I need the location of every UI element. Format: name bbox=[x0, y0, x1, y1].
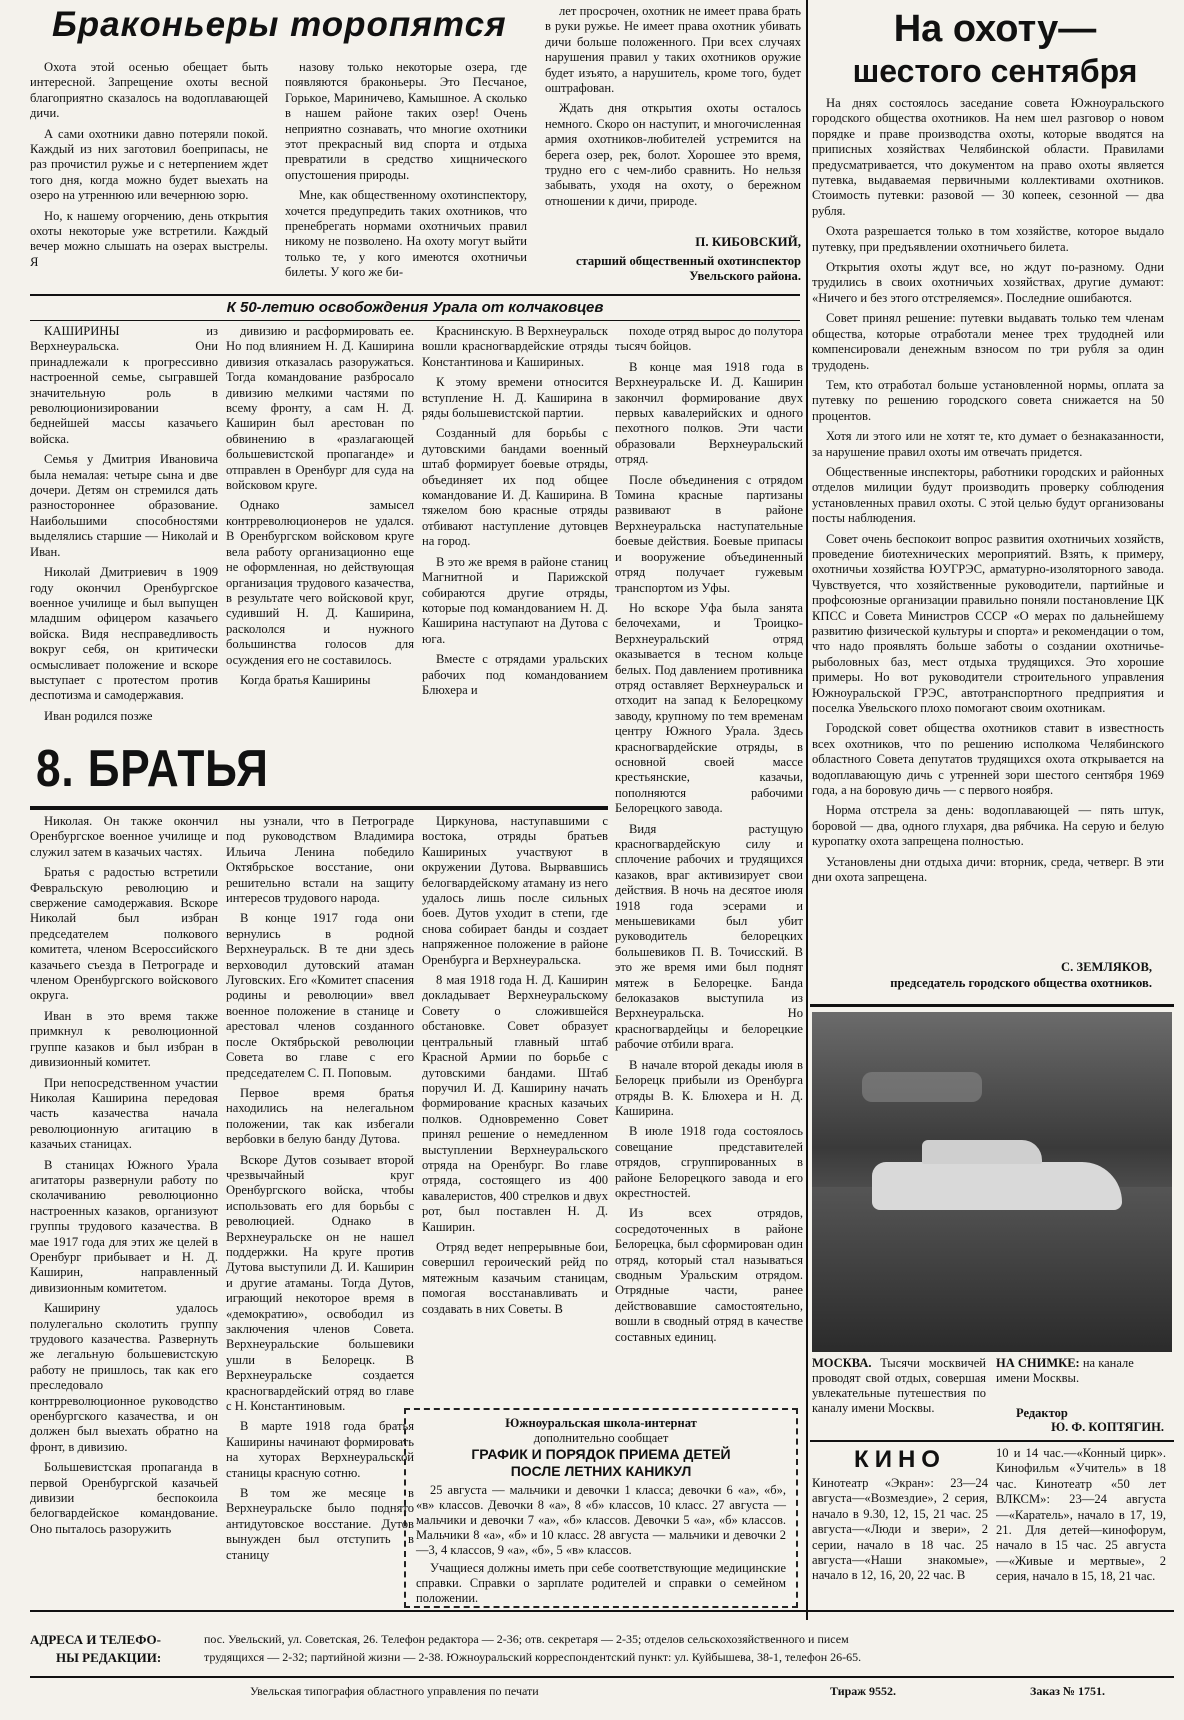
banner-rule-bottom bbox=[30, 320, 800, 321]
poachers-col-3 bbox=[545, 4, 801, 232]
paragraph: Мне, как общественному охотинспектору, хочется предупредить таких охотников, что пренебрегать нормами охотничьих правил никому не позволено. На охоту могут выйти только те, у кого имеются охотничьи билеты. У кого же би- bbox=[285, 188, 527, 280]
paragraph: лет просрочен, охотник не имеет права брать в руки ружье. Не имеет права охотник убивать дичи больше положенного. При всех случаях нарушения правил у таких охотников оружие будет изъято, а нарушитель, кроме того, будет оштрафован. bbox=[545, 4, 801, 96]
paragraph: КАШИРИНЫ из Верхнеуральска. Они принадлежали к прогрессивно настроенной семье, сыгравшей значительную роль в революционизировании беднейшей массы казачьего войска. bbox=[30, 324, 218, 446]
footer-label-2: НЫ РЕДАКЦИИ: bbox=[56, 1650, 162, 1665]
article-title-hunting-1: На охоту— bbox=[893, 8, 1097, 50]
kashirin-upper-col-2 bbox=[226, 324, 414, 734]
paragraph: А сами охотники давно потеряли покой. Каждый из них заготовил боеприпасы, не раз прочистил ружье и с нетерпением ждет того дня, когда можно будет выехать на озеро на утреннюю или вечернюю зорю. bbox=[30, 126, 268, 203]
boarding-body: 25 августа — мальчики и девочки 1 класса; девочки 6 «а», «б», «в» классов. Девочки 8 «а», 8 «б» классов, 10 класс. 27 августа — мальчики и девочки 7 «а», «б» классов. Девочки 5 «а», «б» классов. Мальчики 8 «а», «б» и 10 класс. 28 августа — мальчики и девочки 2—3, 4 классов, 9 «а», «б», 5 «в» классов. bbox=[416, 1483, 786, 1557]
caption-right-text: на канале имени Москвы. bbox=[996, 1356, 1134, 1385]
canal-photo bbox=[812, 1012, 1172, 1352]
editor-name: Ю. Ф. КОПТЯГИН. bbox=[1051, 1420, 1164, 1434]
paragraph: 8 мая 1918 года Н. Д. Каширин докладывает Верхнеуральскому Совету о сложившейся обстановке. Совет образует центральный главный штаб Красной Армии по борьбе с дутовскими бандами. Штаб поручил И. Д. Каширину начать формирование красных казачьих полков. Одновременно Совет принял решение о немедленном выступлении Верхнеуральского отряда на Оренбург. Во главе отряда, состоящего из 400 кавалеристов, 400 стрелков и двух рот, был поставлен Н. Д. Каширин. bbox=[422, 973, 608, 1234]
paragraph: Братья с радостью встретили Февральскую революцию и свержение самодержавия. Вскоре Николай был избран председателем полкового комитета, членом Всероссийского казачьего съезда в Петрограде и членом Оренбургского войскового округа. bbox=[30, 865, 218, 1003]
paragraph: Тем, кто отработал больше установленной нормы, оплата за путевку по решению городского совета снижается на 50 процентов. bbox=[812, 377, 1164, 423]
boarding-notice bbox=[404, 1408, 798, 1608]
hunting-body bbox=[812, 96, 1164, 936]
footer-order: Заказ № 1751. bbox=[1030, 1684, 1105, 1698]
paragraph: дивизию и расформировать ее. Но под влиянием Н. Д. Каширина дивизия отказалась разоружаться. Тогда командование разбросало дивизию мелкими частями по всему фронту, а сам Н. Д. Каширин был арестован по обвинению в «разлагающей большевистской пропаганде» и отправлен в Оренбург для суда на войсковом круге. bbox=[226, 324, 414, 493]
paragraph: Каширину удалось полулегально сколотить группу трудового казачества. Развернуть же легальную большевистскую работу не пришлось, так как его преследовало контрреволюционное руководство оренбургского казачества, и он должен был выехать обратно на фронт, в дивизию. bbox=[30, 1301, 218, 1454]
paragraph: Совет очень беспокоит вопрос развития охотничьих хозяйств, проведение биотехнических мероприятий. Взять, к примеру, охотничьи хозяйства ЮУГРЭС, арматурно-изоляторного завода. Чувствуется, что хозяйственные руководители, партийные и профсоюзные организации правильно поняли постановление ЦК КПСС и Совета Министров СССР «О мерах по дальнейшему развитию физической культуры и спорта» и рекомендации о том, что надо проявлять больше заботы о создании охотничье-рыболовных баз, мест отдыха трудящихся. Это хорошие примеры. Но вот руководители строительного управления Южноуральской ГРЭС, автотранспортного предприятия и поселка Увельского плохо помогают своим охотникам. bbox=[812, 531, 1164, 716]
paragraph: После объединения с отрядом Томина красные партизаны развивают в районе Верхнеуральска наступательные боевые действия. Боевые припасы и вооружение объединенный отряд получает гужевым транспортом из Уфы. bbox=[615, 472, 803, 595]
photo-water bbox=[812, 1187, 1172, 1352]
kino-right: 10 и 14 час.—«Конный цирк». Кинофильм «Учитель» в 18 час. Кинотеатр «50 лет ВЛКСМ»: 23—24 августа—«Каратель», начало в 17, 19, 21. Для детей—кинофорум, начало в 15 час. 25 августа—«Живые и мертвые», 2 серия, начало в 15, 18, 21 час. bbox=[996, 1446, 1166, 1584]
paragraph: Но, к нашему огорчению, день открытия охоты некоторые уже встретили. Каждый вечер можно слышать на озерах выстрелы. Я bbox=[30, 208, 268, 269]
paragraph: В конце мая 1918 года в Верхнеуральске И. Д. Каширин закончил формирование двух первых кавалерийских и одного пехотного полков. Эти части образовали Верхнеуральский отряд. bbox=[615, 359, 803, 467]
poachers-signature-role: старший общественный охотинспектор Увельского района. bbox=[575, 254, 801, 284]
kashirin-upper-col-3 bbox=[422, 324, 608, 734]
boarding-title-1: ГРАФИК И ПОРЯДОК ПРИЕМА ДЕТЕЙ bbox=[471, 1446, 731, 1462]
footer-line-1: пос. Увельский, ул. Советская, 26. Телефон редактора — 2-36; отв. секретаря — 2-35; отделов сельскохозяйственного и писем bbox=[204, 1632, 849, 1646]
kashirin-upper-col-1 bbox=[30, 324, 218, 734]
poachers-signature: П. КИБОВСКИЙ, bbox=[695, 234, 801, 249]
footer-rule-bottom bbox=[30, 1676, 1174, 1678]
footer-circulation: Тираж 9552. bbox=[830, 1684, 896, 1698]
paragraph: Видя растущую красногвардейскую силу и сплочение рабочих и трудящихся казаков, враг активизирует свои действия. В ночь на десятое июля 1918 года эсерами и меньшевиками был убит руководитель белорецких большевиков П. В. Точисский. В это же время ими был поднят мятеж в Белорецке. Банда белоказаков выступила из Верхнеуральска. Но красногвардейцы и белорецкие рабочие отбили врага. bbox=[615, 821, 803, 1052]
caption-right-bold: НА СНИМКЕ: bbox=[996, 1356, 1080, 1370]
kashirin-right-col bbox=[615, 324, 803, 1412]
kashirin-lower-col-1 bbox=[30, 814, 218, 1606]
paragraph: В том же месяце в Верхнеуральске было поднято антидутовское восстание. Дутов вынужден был отступить в станицу bbox=[226, 1486, 414, 1562]
hunting-signature-role: председатель городского общества охотников. bbox=[890, 976, 1152, 990]
paragraph: Охота разрешается только в том хозяйстве, которое выдало путевку, при предъявлении охотничьего билета. bbox=[812, 224, 1164, 254]
paragraph: Вскоре Дутов созывает второй чрезвычайный круг Оренбургского войска, чтобы использовать его для борьбы с революцией. Однако в Верхнеуральске он не нашел поддержки. На круге против Дутова выступили Д. И. Каширин и другие атаманы. Тогда Дутов, играющий некоторое время в «демократию», освободил из заключения членов Совета. Верхнеуральские большевики ушли в Белорецк. В Верхнеуральске создается красногвардейский отряд во главе с Н. Константиновым. bbox=[226, 1152, 414, 1414]
paragraph: Большевистская пропаганда в первой Оренбургской казачьей дивизии беспокоила белогвардейское командование. Оно пыталось разоружить bbox=[30, 1460, 218, 1536]
editor-label: Редактор bbox=[1016, 1406, 1068, 1420]
paragraph: Хотя ли этого или не хотят те, кто думает о безнаказанности, за нарушение правил охоты им отвечать придется. bbox=[812, 429, 1164, 459]
paragraph: Охота этой осенью обещает быть интересной. Запрещение охоты весной благоприятно сказалось на водоплавающей дичи. bbox=[30, 60, 268, 121]
footer-label-1: АДРЕСА И ТЕЛЕФО- bbox=[30, 1632, 161, 1647]
banner-text: К 50-летию освобождения Урала от колчаковцев bbox=[226, 299, 604, 316]
footer-rule-top bbox=[30, 1610, 1174, 1612]
kashirin-heading: 8. БРАТЬЯ bbox=[36, 740, 269, 798]
boarding-line2: дополнительно сообщает bbox=[533, 1431, 669, 1445]
paragraph: ны узнали, что в Петрограде под руководством Владимира Ильича Ленина победило Октябрьское восстание, они решительно встали на защиту интересов трудового народа. bbox=[226, 814, 414, 906]
paragraph: Однако замысел контрреволюционеров не удался. В Оренбургском войсковом круге вела работу организационно еще не оформленная, но действующая организация трудового казачества, в результате чего войсковой круг, судивший Н. Д. Каширина, раскололся и нужного большинства голосов для осуждения его не составилось. bbox=[226, 498, 414, 667]
hunting-signature: С. ЗЕМЛЯКОВ, bbox=[1061, 960, 1152, 974]
paragraph: Циркунова, наступавшими с востока, отряды братьев Кашириных участвуют в окружении Дутова. Вырвавшись белогвардейскому атаману из него удалось лишь после сильных боев. Дутов уходит в степи, где снова собирает банды и создает напряженное положение в районе Оренбурга и Верхнеуральска. bbox=[422, 814, 608, 967]
boarding-title-2: ПОСЛЕ ЛЕТНИХ КАНИКУЛ bbox=[510, 1463, 692, 1479]
kashirin-lower-col-3 bbox=[422, 814, 608, 1398]
paragraph: Иван в это время также примкнул к революционной группе казаков и был избран в дивизионный комитет. bbox=[30, 1008, 218, 1070]
boarding-line1: Южноуральская школа-интернат bbox=[505, 1416, 697, 1430]
photo-rule-top bbox=[810, 1004, 1174, 1007]
paragraph: Вместе с отрядами уральских рабочих под командованием Блюхера и bbox=[422, 652, 608, 697]
article-title-hunting-2: шестого сентября bbox=[852, 53, 1138, 89]
paragraph: Общественные инспекторы, работники городских и районных отделов милиции будут производить проверку соблюдения установленных правил охоты. С этой целью будут организованы посты наблюдения. bbox=[812, 464, 1164, 526]
photo-caption-right bbox=[996, 1356, 1164, 1396]
paragraph: назову только некоторые озера, где появляются браконьеры. Это Песчаное, Горькое, Мариничево, Камышное. А сколько в нашем районе таких озер! Очень неприятно сознавать, что многие охотники этот прекрасный вид спорта и отдыха превратили в средство хищнического опустошения природы. bbox=[285, 60, 527, 182]
paragraph: походе отряд вырос до полутора тысяч бойцов. bbox=[615, 324, 803, 354]
paragraph: Первое время братья находились на нелегальном положении, так как избегали вербовки в белую банду Дутова. bbox=[226, 1085, 414, 1147]
paragraph: При непосредственном участии Николая Каширина передовая часть казачества начала революционную агитацию в казачьих станицах. bbox=[30, 1075, 218, 1152]
photo-distant-boat bbox=[862, 1072, 982, 1102]
caption-left-text: Тысячи москвичей проводят свой отдых, совершая увлекательные путешествия по каналу имени Москвы. bbox=[812, 1356, 986, 1415]
paragraph: В июле 1918 года состоялось совещание представителей отрядов, сгруппированных в районе Белорецкого завода и его окрестностей. bbox=[615, 1124, 803, 1200]
photo-caption-left bbox=[812, 1356, 986, 1436]
article-title-poachers: Браконьеры торопятся bbox=[52, 5, 507, 44]
paragraph: Совет принял решение: путевки выдавать только тем членам общества, которые отработали менее трех трудодней или компенсировали денежным взносом по три рубля за один трудодень. bbox=[812, 311, 1164, 372]
paragraph: Отряд ведет непрерывные бои, совершил героический рейд по мятежным казачьим станицам, помогая восстанавливать и создавать в них Советы. В bbox=[422, 1239, 608, 1316]
paragraph: Николай Дмитриевич в 1909 году окончил Оренбургское военное училище и был выпущен младшим офицером казачьего войска. Видя несправедливость вокруг себя, он критически осмысливает положение и вскоре выступает с протестом против деспотизма и самодержавия. bbox=[30, 565, 218, 703]
paragraph: Из всех отрядов, сосредоточенных в районе Белорецка, был сформирован один отряд, который стал называться сводным Уральским отрядом. Отрядные части, ранее действовавшие самостоятельно, вошли в сводный отряд в качестве составных единиц. bbox=[615, 1206, 803, 1344]
kino-rule bbox=[810, 1440, 1174, 1442]
paragraph: В станицах Южного Урала агитаторы развернули работу по сколачиванию революционно настроенных казаков, организуют группы трудового казачества. В мае 1917 года для этих же целей в Оренбург прибывает и Н. Д. Каширин, направленный дивизионным комитетом. bbox=[30, 1157, 218, 1295]
paragraph: Созданный для борьбы с дутовскими бандами военный штаб формирует боевые отряды, объединяет их под общее командование И. Д. Каширина. В тяжелом бою красные отряды отбивают наступление дутовцев на город. bbox=[422, 426, 608, 549]
paragraph: В начале второй декады июля в Белорецк прибыли из Оренбурга отряды В. К. Блюхера и Н. Д. Каширина. bbox=[615, 1057, 803, 1118]
footer-line-2: трудящихся — 2-32; партийной жизни — 2-38. Южноуральский корреспондентский пункт: ул. Куйбышева, 38-1, телефон 26-65. bbox=[204, 1650, 862, 1664]
paragraph: К этому времени относится вступление Н. Д. Каширина в ряды большевистской партии. bbox=[422, 375, 608, 421]
paragraph: Норма отстрела за день: водоплавающей — пять штук, боровой — два, одного глухаря, два рябчика. На серую и белую куропатку охота запрещена полностью. bbox=[812, 803, 1164, 849]
boarding-note: Учащиеся должны иметь при себе соответствующие медицинские справки. Справки о зарплате родителей и справки о семейном положении. bbox=[416, 1561, 786, 1605]
paragraph: На днях состоялось заседание совета Южноуральского городского общества охотников. На нем шел разговор о новом порядке и праве производства охоты, которые вводятся на приписных хозяйствах Челябинской области. Правилами предусматривается, что документом на право охоты является путевка, выдаваемая первичными коллективами охотников. Стоимость путевки: разовой — 30 копеек, сезонной — два рубля. bbox=[812, 96, 1164, 218]
photo-boat-cabin bbox=[922, 1140, 1042, 1164]
photo-boat bbox=[872, 1162, 1122, 1210]
paragraph: Ждать дня открытия охоты осталось немного. Скоро он наступит, и многочисленная армия охотников-любителей устремится на берега озер, рек, болот. Хорошее это время, трудно его с чем-либо сравнить. Но нельзя забывать, уходя на охоту, о бережном отношении к дичи, природе. bbox=[545, 101, 801, 208]
kino-title: КИНО bbox=[854, 1446, 946, 1473]
paragraph: В это же время в районе станиц Магнитной и Парижской собираются другие отряды, которые под командованием Н. Д. Каширина наступают на Дутова с юга. bbox=[422, 554, 608, 646]
paragraph: Николая. Он также окончил Оренбургское военное училище и служил затем в казачьих частях. bbox=[30, 814, 218, 859]
paragraph: В марте 1918 года братья Каширины начинают формировать на хуторах Верхнеуральской станицы красную сотню. bbox=[226, 1419, 414, 1480]
paragraph: Иван родился позже bbox=[44, 708, 153, 723]
paragraph: Но вскоре Уфа была занята белочехами, и Троицко-Верхнеуральский отряд оказывается в тесном кольце белых. Под давлением противника отряд оставляет Верхнеуральск и отходит на запад к Белорецкому заводу, крупному по тем временам центру Южного Урала. Здесь красногвардейские отряды, в основной своей массе крестьянские, казачьи, пополняются рабочими Белорецкого завода. bbox=[615, 600, 803, 816]
caption-left-bold: МОСКВА. bbox=[812, 1356, 872, 1370]
paragraph: Когда братья Каширины bbox=[240, 672, 371, 687]
heading-rule bbox=[30, 806, 608, 810]
kino-left: Кинотеатр «Экран»: 23—24 августа—«Возмездие», 2 серия, начало в 9.30, 12, 15, 21 час. 25 августа—«Люди и звери», 2 серии, начало в 18 час. 25 августа—«Наши знакомые», начало в 12, 16, 20, 22 час. В bbox=[812, 1476, 988, 1583]
footer-printer: Увельская типография областного управления по печати bbox=[250, 1684, 539, 1698]
poachers-col-2 bbox=[285, 60, 527, 292]
paragraph: Семья у Дмитрия Ивановича была немалая: четыре сына и две дочери. Детям он стремился дать разностороннее образование. Наибольшими способностями выделялись старшие — Николай и Иван. bbox=[30, 452, 218, 559]
paragraph: Городской совет общества охотников ставит в известность всех охотников, что по решению исполкома Челябинского областного Совета депутатов трудящихся охота открывается на водоплавающую дичь с утренней зори шестого сентября 1969 года, а на боровую дичь — с первого ноября. bbox=[812, 721, 1164, 798]
column-rule bbox=[806, 0, 808, 1620]
poachers-col-1 bbox=[30, 60, 268, 292]
paragraph: Открытия охоты ждут все, но ждут по-разному. Одни трудились в своих охотничьих хозяйствах, другие думают: «Ничего и без этого отстреляемся». Последние ошибаются. bbox=[812, 260, 1164, 305]
kashirin-lower-col-2 bbox=[226, 814, 414, 1606]
paragraph: В конце 1917 года они вернулись в родной Верхнеуральск. В те дни здесь верховодил дутовский атаман Луговских. Его «Комитет спасения родины и революции» ввел военное положение в станице и арестовал членов созданного после Октябрьской революции Совета во главе с его председателем С. П. Поповым. bbox=[226, 911, 414, 1080]
paragraph: Краснинскую. В Верхнеуральск вошли красногвардейские отряды Константинова и Кашириных. bbox=[422, 324, 608, 369]
paragraph: Установлены дни отдыха дичи: вторник, среда, четверг. В эти дни охота запрещена. bbox=[812, 854, 1164, 885]
